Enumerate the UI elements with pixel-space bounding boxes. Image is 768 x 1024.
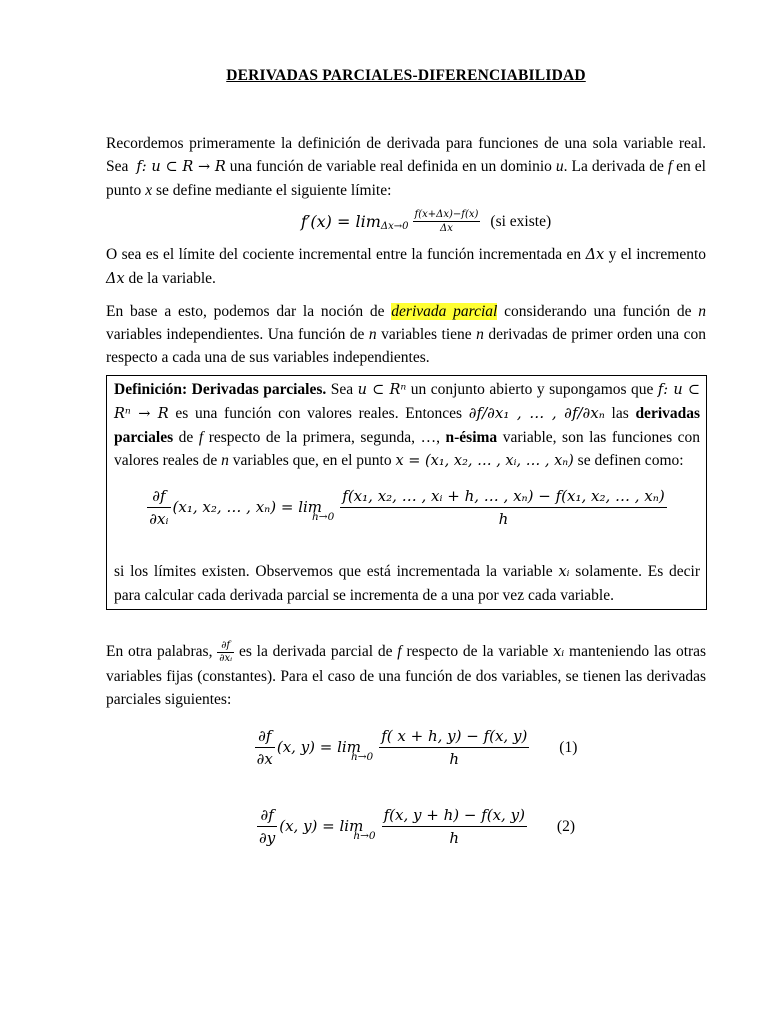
function-map: f: u ⊂ R → R <box>136 159 226 175</box>
incremental-quotient-paragraph: O sea es el límite del cociente incremental entre la función incrementada en Δx y el incremento Δx de la variable. <box>106 246 707 287</box>
document-page <box>106 60 706 849</box>
highlighted-term: derivada parcial <box>391 303 498 320</box>
derivative-definition-equation: f′(x) = lim Δx→0 f(x+Δx)−f(x) Δx (si existe) <box>300 209 552 234</box>
definition-box <box>106 375 707 610</box>
definition-text: Definición: Derivadas parciales. Sea u ⊂ Rⁿ un conjunto abierto y supongamos que f: u ⊂ Rⁿ → R es una función con valores reales. Entonces ∂f/∂x₁ , … , ∂f/∂xₙ las derivadas parciales de f respecto de la primera, segunda, …, n-ésima variable, son las funciones con valores reales de n variables que, en el punto x = (x₁, x₂, … , xᵢ, … , xₙ) se definen como: <box>114 381 701 469</box>
other-words-paragraph: En otra palabras, $\frac{\partial f}{\text{∂xᵢ}}$ es la derivada parcial de f respecto de la variable xᵢ manteniendo las otras variables fijas (constantes). Para el caso de una función de dos variables, se tienen las derivadas parciales siguientes: <box>106 640 707 708</box>
definition-heading: Definición: Derivadas parciales. <box>114 381 327 398</box>
intro-paragraph: Recordemos primeramente la definición de derivada para funciones de una sola variable real. Sea f: u ⊂ R → R una función de variable real definida en un dominio u. La derivada de f en el punto x se define mediante el siguiente límite: <box>106 135 706 199</box>
equation-1-label: (1) <box>559 739 578 756</box>
definition-note: si los límites existen. Observemos que está incrementada la variable xᵢ solamente. Es decir para calcular cada derivada parcial se incrementa de a una por vez cada variable. <box>114 563 700 604</box>
partials-list: ∂f/∂x₁ , … , ∂f/∂xₙ <box>468 404 605 422</box>
page-title: DERIVADAS PARCIALES-DIFERENCIABILIDAD <box>226 67 586 84</box>
partial-derivative-intro-paragraph: En base a esto, podemos dar la noción de derivada parcial considerando una función de n variables independientes. Una función de n variables tiene n derivadas de primer orden una con respecto a cada una de sus variables independientes. <box>106 303 707 366</box>
partial-derivative-equation: $\frac{\partial f}{\text{∂xᵢ}}$ (x₁, x₂, … , xₙ) = lim h→0 $\frac{\text{f(x₁, x₂, … , xᵢ + h, … , xₙ) − f(x₁, x₂, … , xₙ)}}{h}$ <box>149 487 665 528</box>
equation-2-label: (2) <box>556 818 575 835</box>
equation-1: $\frac{\partial f}{\partial x}$ (x, y) = lim h→0 $\frac{f( x + h, y) - f(x, y)}{h}$ (1) <box>256 727 578 768</box>
equation-2: $\frac{\partial f}{\partial y}$ (x, y) = lim h→0 $\frac{f(x, y + h) - f(x, y)}{h}$ (2) <box>259 806 575 847</box>
